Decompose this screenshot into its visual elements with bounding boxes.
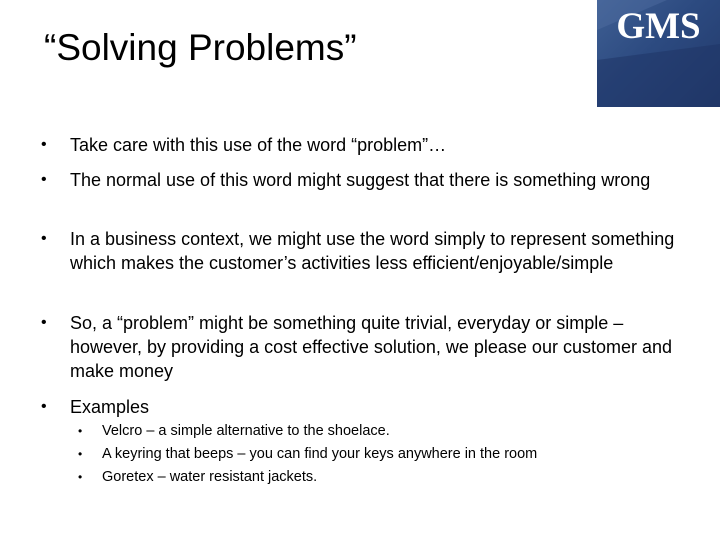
bullet-text: The normal use of this word might suggest that there is something wrong	[70, 170, 651, 190]
bullet-marker: •	[41, 398, 47, 415]
bullet-marker: •	[41, 171, 47, 188]
sub-bullet-item	[78, 443, 662, 466]
sub-bullet-text: Velcro – a simple alternative to the shoelace.	[102, 423, 390, 439]
sub-bullet-marker: •	[78, 424, 83, 438]
sub-bullet-marker: •	[78, 447, 83, 461]
bullet-item	[41, 227, 680, 275]
logo-text: GMS	[616, 6, 701, 47]
sub-bullet-item	[78, 466, 662, 489]
slide-title: “Solving Problems”	[44, 27, 357, 68]
sub-bullet-text: A keyring that beeps – you can find your keys anywhere in the room	[102, 446, 538, 462]
bullet-marker: •	[41, 136, 47, 153]
sub-bullet-item	[78, 420, 662, 443]
bullet-item	[41, 395, 680, 419]
sub-bullet-text: Goretex – water resistant jackets.	[102, 469, 318, 485]
bullet-marker: •	[41, 230, 47, 247]
bullet-item	[41, 133, 680, 157]
bullet-text: So, a “problem” might be something quite trivial, everyday or simple – however, by providing a cost effective solution, we please our customer and make money	[70, 313, 673, 381]
bullet-item	[41, 311, 680, 383]
bullet-text: Examples	[70, 397, 150, 417]
sub-bullet-marker: •	[78, 470, 83, 484]
bullet-text: Take care with this use of the word “problem”…	[70, 135, 447, 155]
bullet-marker: •	[41, 314, 47, 331]
bullet-item	[41, 168, 680, 192]
bullet-text: In a business context, we might use the word simply to represent something which makes the customer’s activities less efficient/enjoyable/simple	[70, 229, 675, 273]
